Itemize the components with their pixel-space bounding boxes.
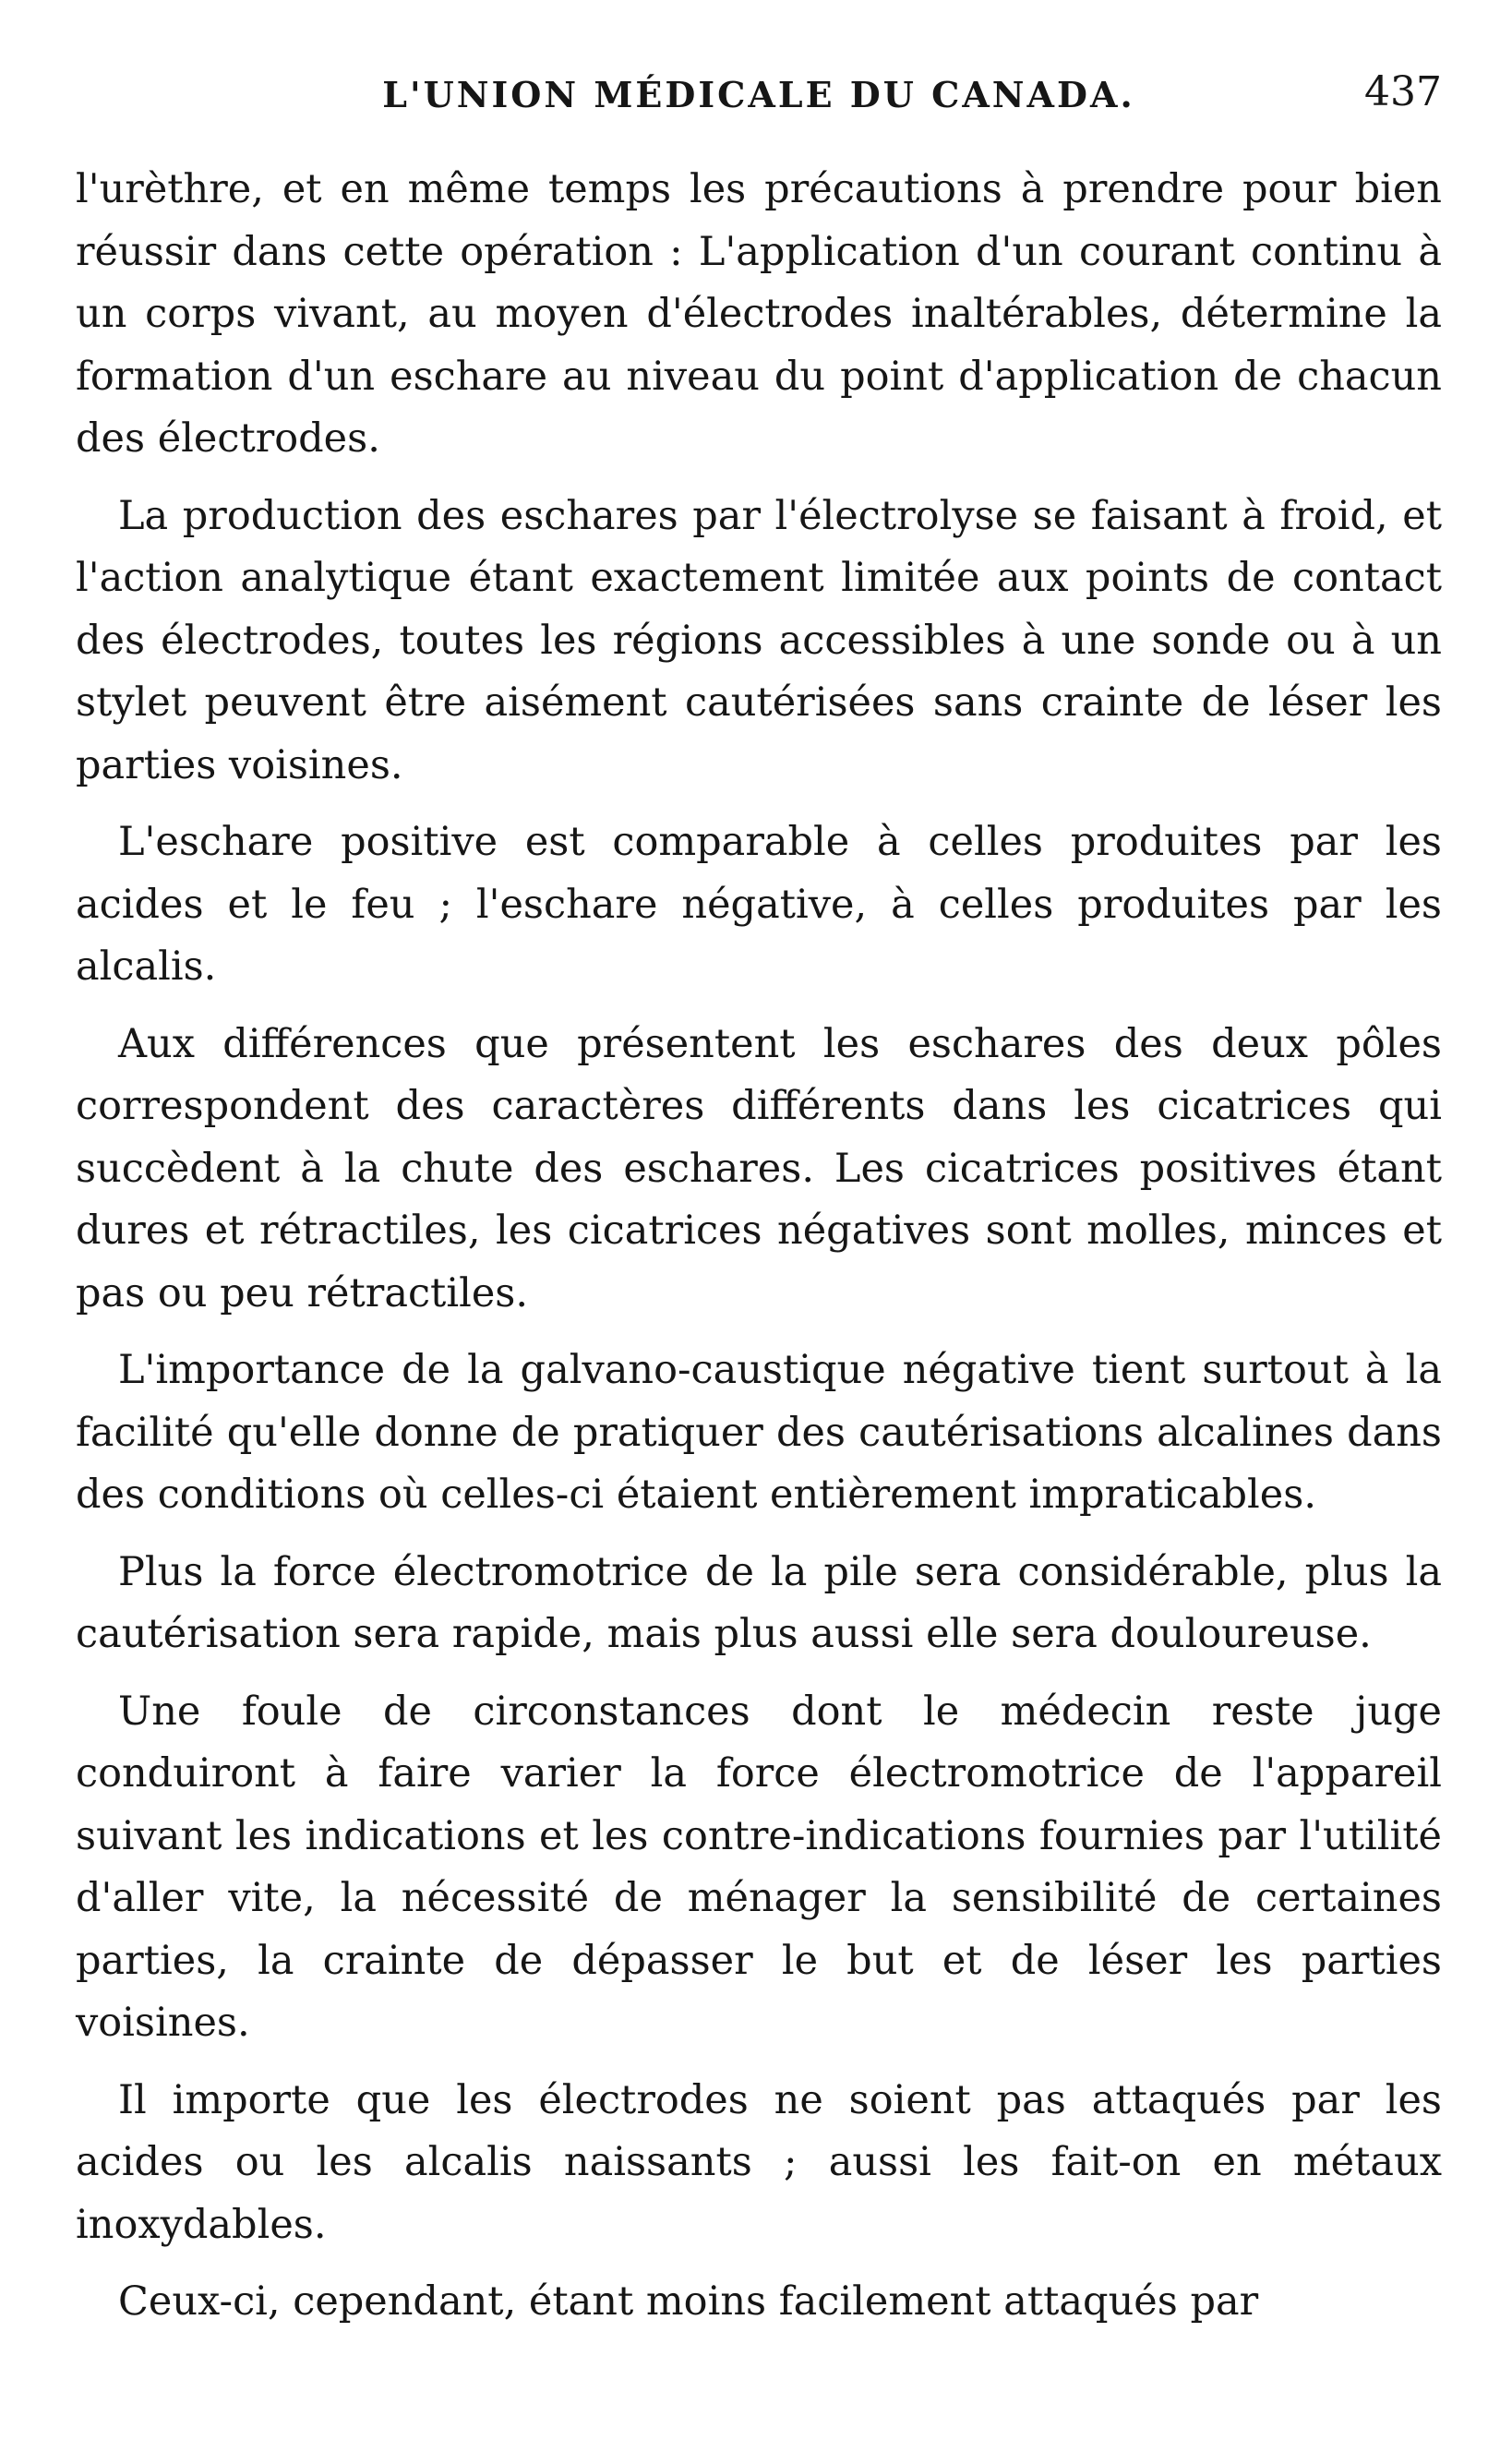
paragraph-circumstances: Une foule de circonstances dont le médecin reste juge conduiront à faire varier la force électromotrice de l'appareil suivant les indications et les contre-indications fournies par l'utilité d'aller vite, la nécessité de ménager la sensibilité de certaines parties, la crainte de dépasser le but et de léser les parties voisines. [76,1688,1442,2046]
paragraph-negative-galvanocaustic: L'importance de la galvano-caustique négative tient surtout à la facilité qu'elle donne de pratiquer des cautérisations alcalines dans des conditions où celles-ci étaient entièrement impraticables. [76,1347,1442,1518]
paragraph-electromotive-force: Plus la force électromotrice de la pile sera considérable, plus la cautérisation sera rapide, mais plus aussi elle sera douloureuse. [76,1548,1442,1657]
paragraph-electrodes-metals: Il importe que les électrodes ne soient pas attaqués par les acides ou les alcalis naissants ; aussi les fait-on en métaux inoxydables. [76,2076,1442,2248]
document-page [76,55,1442,2349]
running-title: L'UNION MÉDICALE DU CANADA. [382,74,1135,115]
paragraph-eschare-comparison: L'eschare positive est comparable à celles produites par les acides et le feu ; l'eschare négative, à celles produites par les alcalis. [76,819,1442,990]
body-text [76,159,1442,2334]
paragraph-electrolysis-cold: La production des eschares par l'électrolyse se faisant à froid, et l'action analytique étant exactement limitée aux points de contact des électrodes, toutes les régions accessibles à une sonde ou à un stylet peuvent être aisément cautérisées sans crainte de léser les parties voisines. [76,492,1442,788]
page-number: 437 [1364,68,1442,115]
paragraph-continuation: l'urèthre, et en même temps les précautions à prendre pour bien réussir dans cette opération : L'application d'un courant continu à un corps vivant, au moyen d'électrodes inaltérables, détermine la formation d'un eschare au niveau du point d'application de chacun des électrodes. [76,166,1442,462]
paragraph-trailing: Ceux-ci, cependant, étant moins facilement attaqués par [118,2278,1259,2325]
paragraph-cicatrices: Aux différences que présentent les eschares des deux pôles correspondent des caractères différents dans les cicatrices qui succèdent à la chute des eschares. Les cicatrices positives étant dures et rétractiles, les cicatrices négatives sont molles, minces et pas ou peu rétractiles. [76,1020,1442,1316]
running-header [76,55,1442,138]
